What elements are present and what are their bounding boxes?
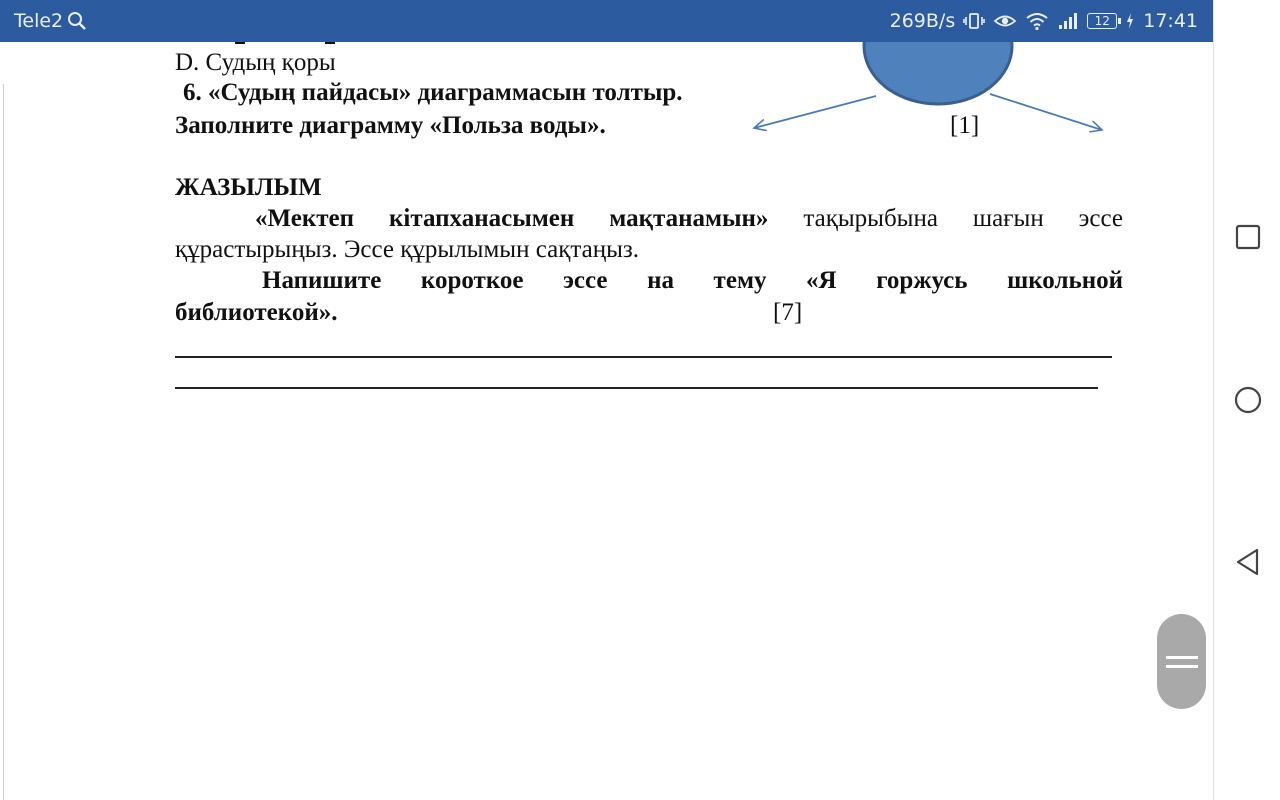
scroll-handle-icon xyxy=(1165,650,1199,674)
search-icon[interactable] xyxy=(67,11,87,31)
recent-apps-button[interactable] xyxy=(1233,222,1263,252)
question-6-score: [1] xyxy=(950,112,980,139)
section-title: ЖАЗЫЛЫМ xyxy=(175,174,322,201)
question-6-kz: 6. «Судың пайдасы» диаграммасын толтыр. xyxy=(183,79,683,106)
answer-line xyxy=(175,387,1098,389)
navigation-bar xyxy=(1213,0,1280,800)
home-icon xyxy=(1233,385,1263,415)
document-page[interactable] xyxy=(0,42,1213,800)
status-bar xyxy=(0,0,1213,42)
essay-score: [7] xyxy=(773,299,803,326)
wifi-icon xyxy=(1025,11,1049,31)
cut-off-line xyxy=(175,42,355,44)
arrow-right xyxy=(990,94,1102,130)
battery-level: 12 xyxy=(1094,14,1110,28)
recent-apps-icon xyxy=(1234,223,1262,251)
essay-prompt-kz-rest: тақырыбына шағын эссе xyxy=(768,205,1123,232)
back-button[interactable] xyxy=(1233,547,1263,577)
home-button[interactable] xyxy=(1233,385,1263,415)
question-6-ru: Заполните диаграмму «Польза воды». xyxy=(175,112,606,139)
essay-topic-kz: «Мектеп кітапханасымен мақтанамын» xyxy=(255,205,769,232)
back-icon xyxy=(1233,547,1263,577)
answer-line xyxy=(175,356,1112,358)
arrow-left xyxy=(754,96,876,128)
signal-icon xyxy=(1057,11,1079,31)
clock: 17:41 xyxy=(1143,10,1198,32)
carrier-name: Tele2 xyxy=(14,10,64,32)
eye-icon xyxy=(993,11,1017,31)
charging-icon xyxy=(1125,11,1135,31)
scroll-handle[interactable] xyxy=(1157,614,1206,709)
vibrate-icon xyxy=(963,11,985,31)
essay-prompt-ru-line2: библиотекой». xyxy=(175,299,338,326)
net-speed: 269B/s xyxy=(889,10,956,32)
essay-prompt-kz-line2: құрастырыңыз. Эссе құрылымын сақтаңыз. xyxy=(175,236,639,263)
battery-icon xyxy=(1087,13,1117,29)
essay-prompt-kz-line1 xyxy=(175,206,1123,231)
page-edge xyxy=(3,84,4,800)
option-d: D. Судың қоры xyxy=(175,49,336,76)
water-benefit-diagram xyxy=(740,42,1120,142)
essay-prompt-ru-line1: Напишите короткое эссе на тему «Я горжусь школьной xyxy=(262,267,1123,294)
